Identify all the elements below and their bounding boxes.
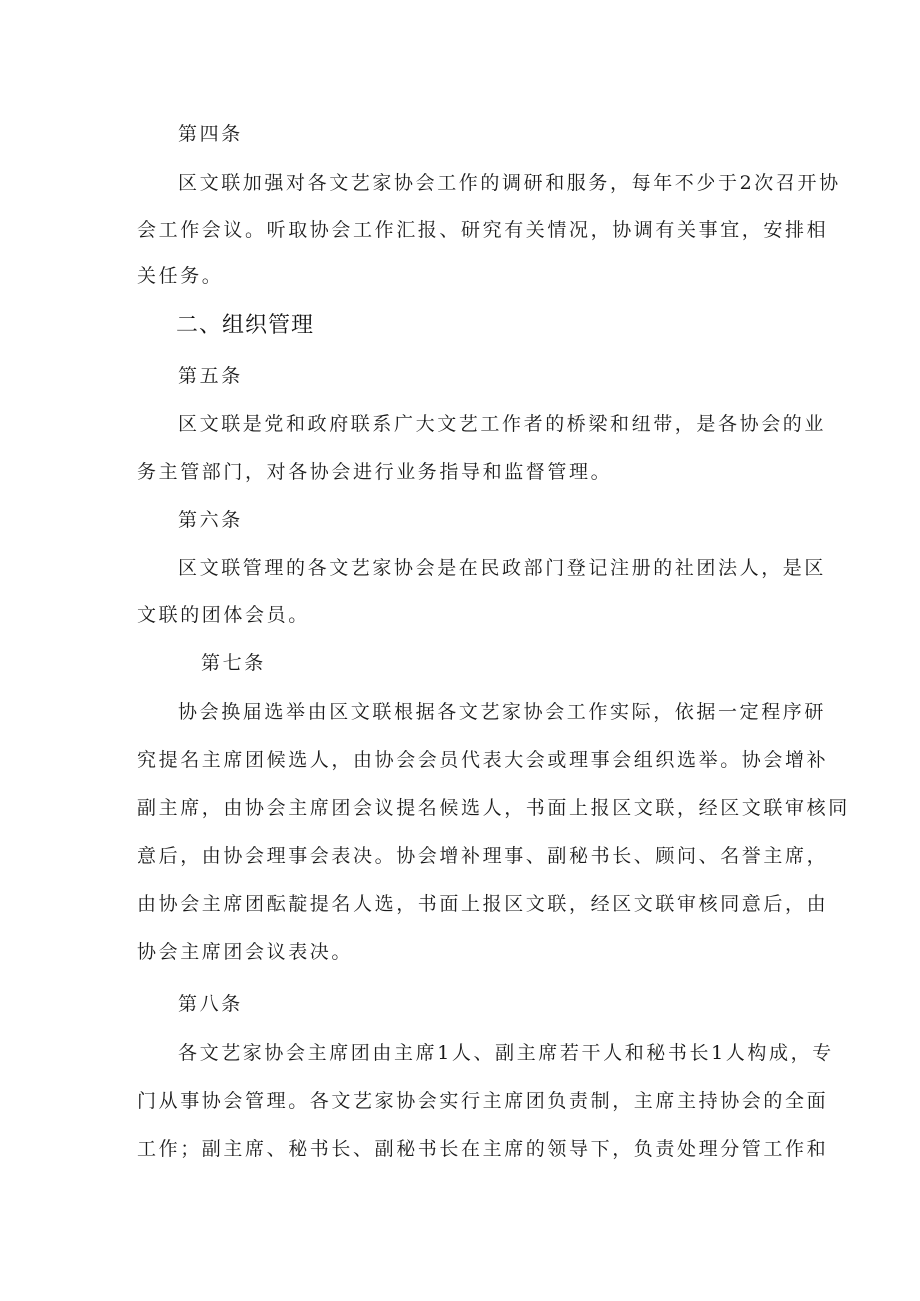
article-4-line-2: 会工作会议。听取协会工作汇报、研究有关情况，协调有关事宜，安排相 <box>137 219 829 241</box>
article-7-line-2: 究提名主席团候选人，由协会会员代表大会或理事会组织选举。协会增补 <box>137 749 829 771</box>
article-7-line-4: 意后，由协会理事会表决。协会增补理事、副秘书长、顾问、名誉主席， <box>137 845 829 867</box>
article-5-line-2: 务主管部门，对各协会进行业务指导和监督管理。 <box>137 461 613 483</box>
section-heading-organization: 二、组织管理 <box>176 313 315 338</box>
article-6-line-1: 区文联管理的各文艺家协会是在民政部门登记注册的社团法人，是区 <box>178 557 827 579</box>
article-6-title: 第六条 <box>178 509 243 531</box>
article-7-line-5: 由协会主席团酝靛提名人选，书面上报区文联，经区文联审核同意后，由 <box>137 893 829 915</box>
article-7-line-1: 协会换届选举由区文联根据各文艺家协会工作实际，依据一定程序研 <box>178 701 827 723</box>
article-6-line-2: 文联的团体会员。 <box>137 604 310 626</box>
article-7-line-3: 副主席，由协会主席团会议提名候选人，书面上报区文联，经区文联审核同 <box>137 797 850 819</box>
article-7-title: 第七条 <box>201 652 266 674</box>
article-8-line-2: 门从事协会管理。各文艺家协会实行主席团负责制，主席主持协会的全面 <box>137 1090 829 1112</box>
article-8-line-1: 各文艺家协会主席团由主席1人、副主席若干人和秘书长1人构成，专 <box>178 1042 834 1064</box>
article-8-title: 第八条 <box>178 993 243 1015</box>
article-8-line-3: 工作；副主席、秘书长、副秘书长在主席的领导下，负责处理分管工作和 <box>137 1138 829 1160</box>
article-4-title: 第四条 <box>178 123 243 145</box>
article-4-line-3: 关任务。 <box>137 265 224 287</box>
article-5-title: 第五条 <box>178 365 243 387</box>
article-5-line-1: 区文联是党和政府联系广大文艺工作者的桥梁和纽带，是各协会的业 <box>178 413 827 435</box>
article-7-line-6: 协会主席团会议表决。 <box>137 941 354 963</box>
article-4-line-1: 区文联加强对各文艺家协会工作的调研和服务，每年不少于2次召开协 <box>178 172 841 194</box>
